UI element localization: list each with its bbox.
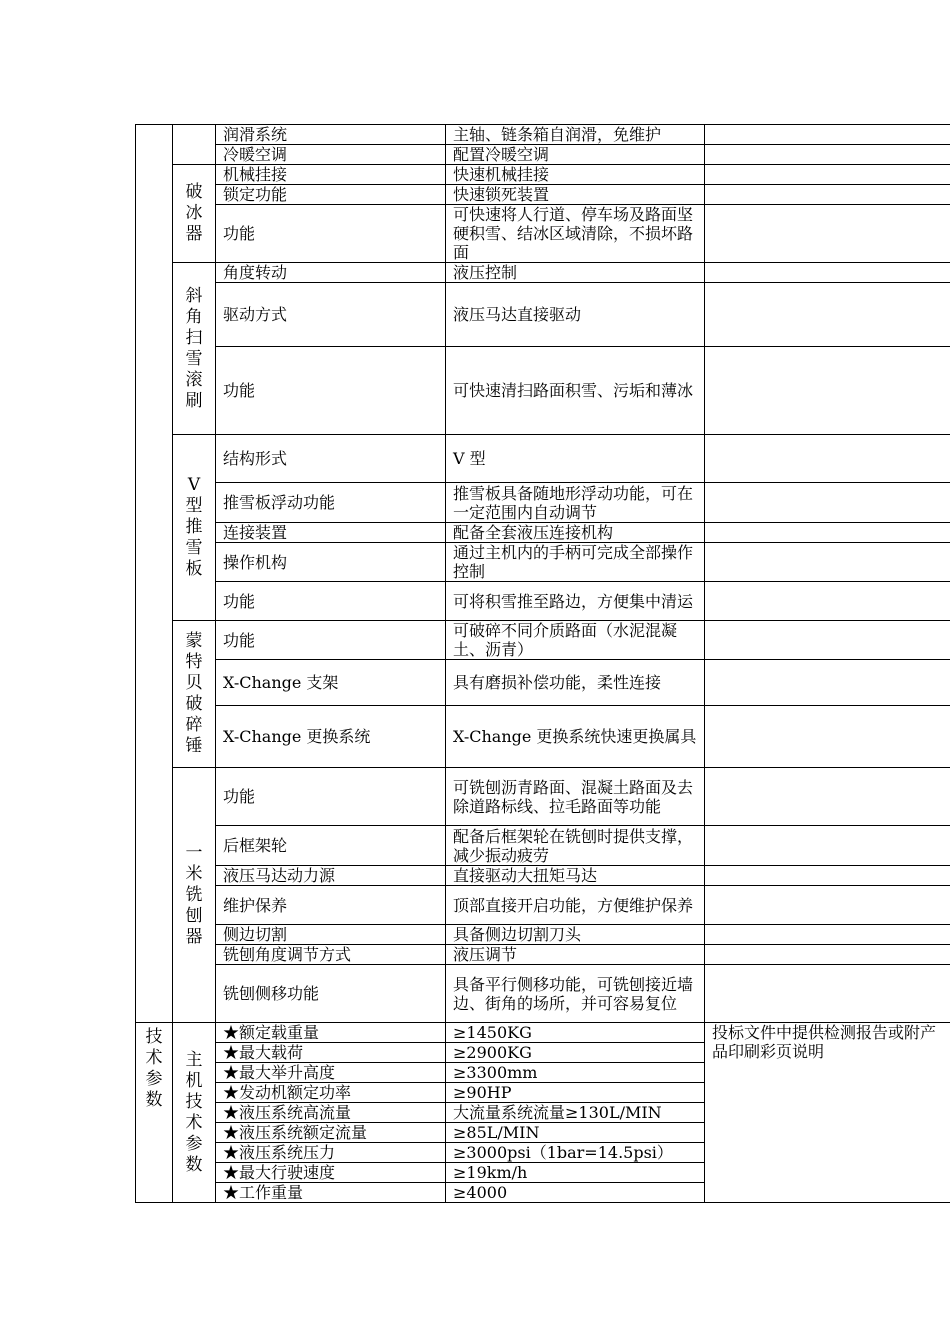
requirement-cell: ≥4000 [446,1183,705,1203]
table-row [136,263,950,283]
requirement-cell: ≥3000psi（1bar=14.5psi） [446,1143,705,1163]
spec-table [135,124,950,1203]
note-cell [705,582,950,621]
requirement-cell: 通过主机内的手柄可完成全部操作控制 [446,543,705,582]
item-cell: X-Change 更换系统 [216,706,446,768]
item-cell: 锁定功能 [216,185,446,205]
item-cell: ★最大行驶速度 [216,1163,446,1183]
requirement-cell: ≥90HP [446,1083,705,1103]
table-row [136,886,950,925]
requirement-cell: ≥85L/MIN [446,1123,705,1143]
item-cell: ★液压系统高流量 [216,1103,446,1123]
table-row [136,125,950,145]
category-cell [173,263,216,435]
section-cell-empty [136,125,173,1023]
requirement-cell: 配备后框架轮在铣刨时提供支撑，减少振动疲劳 [446,826,705,866]
table-row [136,1023,950,1043]
requirement-cell: 可将积雪推至路边，方便集中清运 [446,582,705,621]
note-cell [705,347,950,435]
requirement-cell: ≥3300mm [446,1063,705,1083]
requirement-cell: 具有磨损补偿功能，柔性连接 [446,660,705,706]
category-cell-text: 蒙特贝破碎锤 [185,631,203,756]
item-cell: 功能 [216,582,446,621]
table-row [136,582,950,621]
requirement-cell: 直接驱动大扭矩马达 [446,866,705,886]
table-row [136,925,950,945]
item-cell: 角度转动 [216,263,446,283]
table-row [136,660,950,706]
table-row [136,205,950,263]
requirement-cell: 可快速将人行道、停车场及路面坚硬积雪、结冰区域清除，不损坏路面 [446,205,705,263]
category-cell-text: 破冰器 [185,182,203,244]
requirement-cell: 可破碎不同介质路面（水泥混凝土、沥青） [446,621,705,660]
item-cell: 冷暖空调 [216,145,446,165]
item-cell: ★额定载重量 [216,1023,446,1043]
table-row [136,965,950,1023]
table-row [136,347,950,435]
note-cell [705,165,950,185]
category-cell-text: 一米铣刨器 [185,842,203,947]
requirement-cell: ≥19km/h [446,1163,705,1183]
note-cell [705,543,950,582]
category-cell-text: V型推雪板 [185,475,203,579]
item-cell: 液压马达动力源 [216,866,446,886]
item-cell: ★工作重量 [216,1183,446,1203]
category-cell [173,125,216,165]
item-cell: 后框架轮 [216,826,446,866]
note-cell [705,145,950,165]
requirement-cell: ≥1450KG [446,1023,705,1043]
table-row [136,145,950,165]
spec-table-body [136,125,950,1203]
category-cell [173,768,216,1023]
requirement-cell: 推雪板具备随地形浮动功能，可在一定范围内自动调节 [446,483,705,523]
item-cell: X-Change 支架 [216,660,446,706]
item-cell: 功能 [216,347,446,435]
item-cell: ★液压系统压力 [216,1143,446,1163]
note-cell [705,125,950,145]
table-row [136,826,950,866]
requirement-cell: 可快速清扫路面积雪、污垢和薄冰 [446,347,705,435]
note-cell [705,621,950,660]
requirement-cell: 配置冷暖空调 [446,145,705,165]
item-cell: ★液压系统额定流量 [216,1123,446,1143]
item-cell: ★最大载荷 [216,1043,446,1063]
note-cell [705,483,950,523]
table-row [136,185,950,205]
item-cell: ★发动机额定功率 [216,1083,446,1103]
item-cell: 铣刨侧移功能 [216,965,446,1023]
note-cell [705,185,950,205]
note-cell: 投标文件中提供检测报告或附产品印刷彩页说明 [705,1023,950,1203]
note-cell [705,660,950,706]
note-cell [705,826,950,866]
item-cell: 维护保养 [216,886,446,925]
item-cell: 驱动方式 [216,283,446,347]
table-row [136,866,950,886]
item-cell: 功能 [216,205,446,263]
note-cell [705,205,950,263]
table-row [136,768,950,826]
requirement-cell: X-Change 更换系统快速更换属具 [446,706,705,768]
table-row [136,165,950,185]
category-cell [173,435,216,621]
requirement-cell: 液压调节 [446,945,705,965]
table-row [136,543,950,582]
requirement-cell: ≥2900KG [446,1043,705,1063]
category-cell-text: 主机技术参数 [185,1049,203,1175]
section-cell [136,1023,173,1203]
item-cell: 操作机构 [216,543,446,582]
table-row [136,483,950,523]
category-cell [173,165,216,263]
category-cell-text: 斜角扫雪滚刷 [185,285,203,411]
item-cell: 侧边切割 [216,925,446,945]
item-cell: 润滑系统 [216,125,446,145]
table-row [136,283,950,347]
requirement-cell: 配备全套液压连接机构 [446,523,705,543]
note-cell [705,768,950,826]
item-cell: 机械挂接 [216,165,446,185]
note-cell [705,866,950,886]
note-cell [705,945,950,965]
note-cell [705,886,950,925]
note-cell [705,283,950,347]
note-cell [705,925,950,945]
category-cell [173,1023,216,1203]
requirement-cell: 快速机械挂接 [446,165,705,185]
item-cell: 铣刨角度调节方式 [216,945,446,965]
note-cell [705,435,950,483]
requirement-cell: 可铣刨沥青路面、混凝土路面及去除道路标线、拉毛路面等功能 [446,768,705,826]
note-cell [705,263,950,283]
item-cell: ★最大举升高度 [216,1063,446,1083]
table-row [136,621,950,660]
requirement-cell: V 型 [446,435,705,483]
requirement-cell: 具备侧边切割刀头 [446,925,705,945]
item-cell: 结构形式 [216,435,446,483]
item-cell: 功能 [216,768,446,826]
category-cell [173,621,216,768]
requirement-cell: 大流量系统流量≥130L/MIN [446,1103,705,1123]
note-cell [705,523,950,543]
note-cell [705,965,950,1023]
note-cell [705,706,950,768]
requirement-cell: 具备平行侧移功能，可铣刨接近墙边、街角的场所，并可容易复位 [446,965,705,1023]
item-cell: 功能 [216,621,446,660]
item-cell: 连接装置 [216,523,446,543]
requirement-cell: 快速锁死装置 [446,185,705,205]
table-row [136,523,950,543]
table-row [136,945,950,965]
requirement-cell: 主轴、链条箱自润滑，免维护 [446,125,705,145]
requirement-cell: 顶部直接开启功能，方便维护保养 [446,886,705,925]
section-cell-text: 技术参数 [145,1027,163,1110]
requirement-cell: 液压马达直接驱动 [446,283,705,347]
table-row [136,706,950,768]
item-cell: 推雪板浮动功能 [216,483,446,523]
requirement-cell: 液压控制 [446,263,705,283]
table-row [136,435,950,483]
